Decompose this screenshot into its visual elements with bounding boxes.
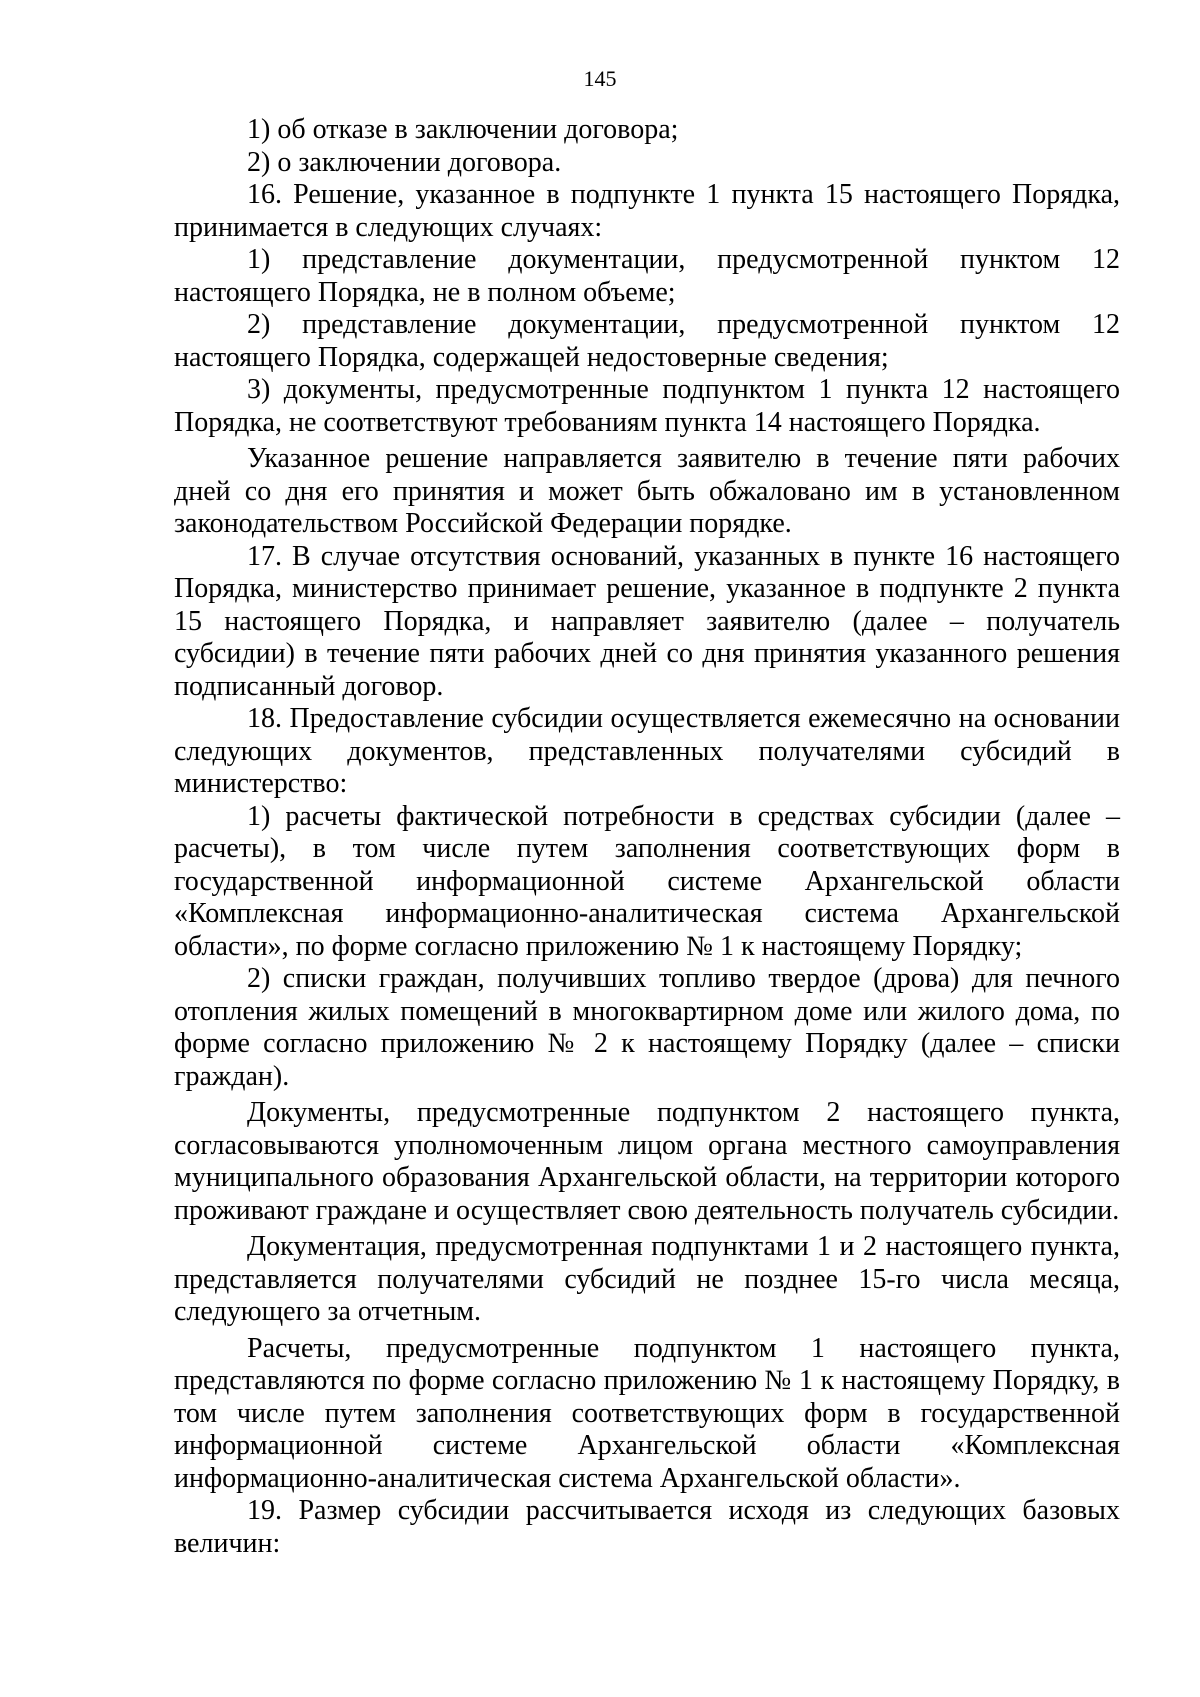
page-number: 145 [583,66,617,91]
paragraph: 3) документы, предусмотренные подпунктом 1 пункта 12 настоящего Порядка, не соответствуют требованиям пункта 14 настоящего Порядка. [174,374,1120,438]
paragraph: 19. Размер субсидии рассчитывается исходя из следующих базовых величин: [174,1495,1120,1559]
paragraph: 1) расчеты фактической потребности в средствах субсидии (далее – расчеты), в том числе путем заполнения соответствующих форм в государственной информационной системе Архангельской области «Комплексная информационно-аналитическая система Архангельской области», по форме согласно приложению № 1 к настоящему Порядку; [174,800,1120,962]
paragraph: 2) о заключении договора. [247,146,562,178]
paragraph: Расчеты, предусмотренные подпунктом 1 настоящего пункта, представляются по форме согласно приложению № 1 к настоящему Порядку, в том числе путем заполнения соответствующих форм в государственной информационной системе Архангельской области «Комплексная информационно-аналитическая система Архангельской области». [174,1332,1120,1494]
document-body [174,114,1120,1560]
paragraph: 1) об отказе в заключении договора; [247,114,679,145]
paragraph: 2) представление документации, предусмотренной пунктом 12 настоящего Порядка, содержащей недостоверные сведения; [174,309,1120,373]
paragraph: 1) представление документации, предусмотренной пунктом 12 настоящего Порядка, не в полном объеме; [174,244,1120,308]
paragraph: 18. Предоставление субсидии осуществляется ежемесячно на основании следующих документов, представленных получателями субсидий в министерство: [174,703,1120,799]
paragraph: Документы, предусмотренные подпунктом 2 настоящего пункта, согласовываются уполномоченным лицом органа местного самоуправления муниципального образования Архангельской области, на территории которого проживают граждане и осуществляет свою деятельность получатель субсидии. [174,1097,1120,1226]
paragraph: 17. В случае отсутствия оснований, указанных в пункте 16 настоящего Порядка, министерство принимает решение, указанное в подпункте 2 пункта 15 настоящего Порядка, и направляет заявителю (далее – получатель субсидии) в течение пяти рабочих дней со дня принятия указанного решения подписанный договор. [174,540,1120,702]
paragraph: Документация, предусмотренная подпунктами 1 и 2 настоящего пункта, представляется получателями субсидий не позднее 15-го числа месяца, следующего за отчетным. [174,1231,1120,1327]
paragraph: 16. Решение, указанное в подпункте 1 пункта 15 настоящего Порядка, принимается в следующих случаях: [174,179,1120,243]
paragraph: 2) списки граждан, получивших топливо твердое (дрова) для печного отопления жилых помещений в многоквартирном доме или жилого дома, по форме согласно приложению № 2 к настоящему Порядку (далее – списки граждан). [174,963,1120,1092]
paragraph: Указанное решение направляется заявителю в течение пяти рабочих дней со дня его принятия и может быть обжаловано им в установленном законодательством Российской Федерации порядке. [174,443,1120,539]
